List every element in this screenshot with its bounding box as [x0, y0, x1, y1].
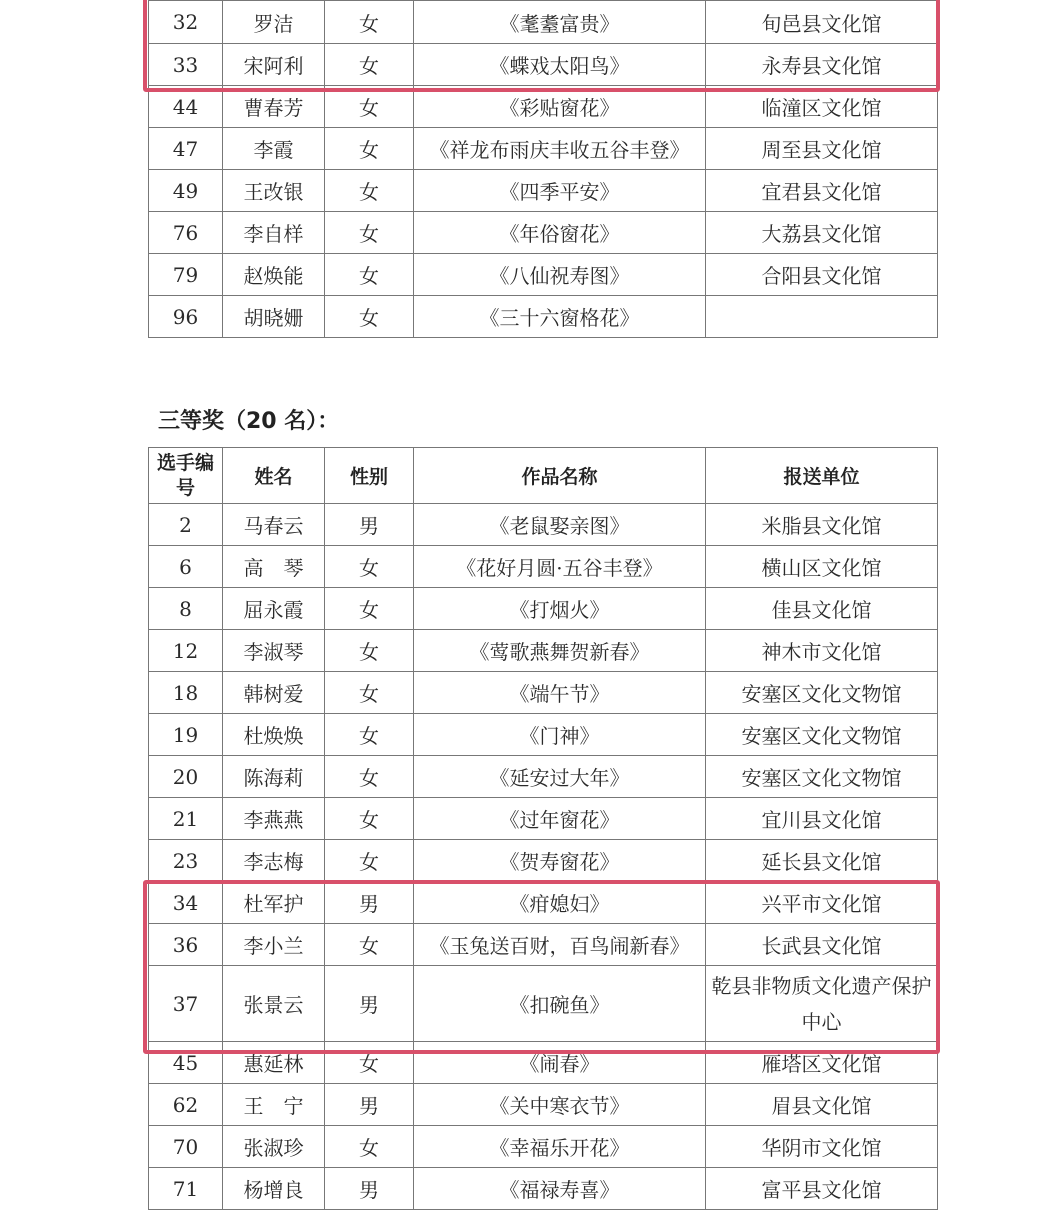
- cell-contestant-no: 2: [149, 504, 223, 546]
- cell-work-title: 《花好月圆·五谷丰登》: [414, 546, 706, 588]
- cell-work-title: 《扣碗鱼》: [414, 966, 706, 1042]
- cell-work-title: 《莺歌燕舞贺新春》: [414, 630, 706, 672]
- header-name: 姓名: [223, 448, 325, 504]
- cell-gender: 男: [325, 1084, 414, 1126]
- cell-work-title: 《祥龙布雨庆丰收五谷丰登》: [414, 128, 706, 170]
- cell-contestant-no: 20: [149, 756, 223, 798]
- cell-gender: 女: [325, 546, 414, 588]
- cell-name: 张景云: [223, 966, 325, 1042]
- cell-name: 李霞: [223, 128, 325, 170]
- table-row: [149, 714, 938, 756]
- cell-submitting-unit: 富平县文化馆: [706, 1168, 938, 1210]
- cell-submitting-unit: 宜君县文化馆: [706, 170, 938, 212]
- cell-work-title: 《玉兔送百财，百鸟闹新春》: [414, 924, 706, 966]
- table-row: [149, 296, 938, 338]
- cell-name: 罗洁: [223, 1, 325, 44]
- cell-name: 赵焕能: [223, 254, 325, 296]
- cell-work-title: 《八仙祝寿图》: [414, 254, 706, 296]
- table-row: [149, 128, 938, 170]
- cell-gender: 男: [325, 882, 414, 924]
- cell-submitting-unit: 合阳县文化馆: [706, 254, 938, 296]
- cell-gender: 女: [325, 296, 414, 338]
- cell-submitting-unit: 安塞区文化文物馆: [706, 714, 938, 756]
- cell-contestant-no: 32: [149, 1, 223, 44]
- cell-gender: 男: [325, 966, 414, 1042]
- cell-gender: 女: [325, 1042, 414, 1084]
- cell-gender: 女: [325, 44, 414, 86]
- table-row: [149, 840, 938, 882]
- cell-contestant-no: 34: [149, 882, 223, 924]
- cell-work-title: 《年俗窗花》: [414, 212, 706, 254]
- header-contestant-no: 选手编号: [149, 448, 223, 504]
- cell-work-title: 《耄耋富贵》: [414, 1, 706, 44]
- cell-gender: 女: [325, 170, 414, 212]
- cell-contestant-no: 71: [149, 1168, 223, 1210]
- cell-name: 曹春芳: [223, 86, 325, 128]
- header-submitting-unit: 报送单位: [706, 448, 938, 504]
- table-row: [149, 212, 938, 254]
- header-row: [149, 448, 938, 504]
- cell-submitting-unit: 安塞区文化文物馆: [706, 756, 938, 798]
- table-row: [149, 504, 938, 546]
- second-prize-table-continued: [148, 0, 938, 338]
- third-prize-table: [148, 447, 938, 1210]
- cell-contestant-no: 45: [149, 1042, 223, 1084]
- third-table-body: [149, 504, 938, 1210]
- cell-work-title: 《端午节》: [414, 672, 706, 714]
- cell-contestant-no: 62: [149, 1084, 223, 1126]
- cell-submitting-unit: 延长县文化馆: [706, 840, 938, 882]
- cell-work-title: 《老鼠娶亲图》: [414, 504, 706, 546]
- header-work-title: 作品名称: [414, 448, 706, 504]
- cell-work-title: 《关中寒衣节》: [414, 1084, 706, 1126]
- cell-contestant-no: 33: [149, 44, 223, 86]
- cell-name: 李自样: [223, 212, 325, 254]
- table-row: [149, 1168, 938, 1210]
- cell-submitting-unit: 佳县文化馆: [706, 588, 938, 630]
- cell-submitting-unit: 旬邑县文化馆: [706, 1, 938, 44]
- cell-gender: 女: [325, 86, 414, 128]
- cell-contestant-no: 8: [149, 588, 223, 630]
- table-row: [149, 756, 938, 798]
- cell-name: 李燕燕: [223, 798, 325, 840]
- cell-work-title: 《贺寿窗花》: [414, 840, 706, 882]
- cell-name: 高 琴: [223, 546, 325, 588]
- cell-contestant-no: 79: [149, 254, 223, 296]
- cell-gender: 女: [325, 840, 414, 882]
- cell-name: 韩树爱: [223, 672, 325, 714]
- cell-submitting-unit: 临潼区文化馆: [706, 86, 938, 128]
- cell-work-title: 《幸福乐开花》: [414, 1126, 706, 1168]
- cell-submitting-unit: 米脂县文化馆: [706, 504, 938, 546]
- third-prize-heading: 三等奖（20 名）：: [158, 409, 340, 434]
- table-row: [149, 630, 938, 672]
- cell-work-title: 《门神》: [414, 714, 706, 756]
- cell-submitting-unit: 横山区文化馆: [706, 546, 938, 588]
- cell-contestant-no: 12: [149, 630, 223, 672]
- cell-submitting-unit: [706, 296, 938, 338]
- cell-work-title: 《蝶戏太阳鸟》: [414, 44, 706, 86]
- table-row: [149, 882, 938, 924]
- cell-name: 李淑琴: [223, 630, 325, 672]
- cell-contestant-no: 70: [149, 1126, 223, 1168]
- cell-submitting-unit: 宜川县文化馆: [706, 798, 938, 840]
- cell-name: 张淑珍: [223, 1126, 325, 1168]
- table-row: [149, 546, 938, 588]
- table-row: [149, 44, 938, 86]
- cell-gender: 女: [325, 924, 414, 966]
- cell-contestant-no: 21: [149, 798, 223, 840]
- cell-name: 李志梅: [223, 840, 325, 882]
- cell-work-title: 《闹春》: [414, 1042, 706, 1084]
- cell-work-title: 《打烟火》: [414, 588, 706, 630]
- cell-work-title: 《彩贴窗花》: [414, 86, 706, 128]
- cell-gender: 女: [325, 714, 414, 756]
- cell-submitting-unit: 雁塔区文化馆: [706, 1042, 938, 1084]
- table-row: [149, 254, 938, 296]
- cell-submitting-unit: 神木市文化馆: [706, 630, 938, 672]
- cell-submitting-unit: 永寿县文化馆: [706, 44, 938, 86]
- cell-submitting-unit: 乾县非物质文化遗产保护中心: [706, 966, 938, 1042]
- cell-gender: 女: [325, 1, 414, 44]
- cell-gender: 女: [325, 630, 414, 672]
- table-row: [149, 1126, 938, 1168]
- cell-contestant-no: 47: [149, 128, 223, 170]
- cell-name: 李小兰: [223, 924, 325, 966]
- cell-gender: 男: [325, 504, 414, 546]
- cell-contestant-no: 44: [149, 86, 223, 128]
- cell-gender: 女: [325, 254, 414, 296]
- cell-work-title: 《过年窗花》: [414, 798, 706, 840]
- cell-contestant-no: 49: [149, 170, 223, 212]
- table-row: [149, 86, 938, 128]
- cell-contestant-no: 76: [149, 212, 223, 254]
- cell-contestant-no: 36: [149, 924, 223, 966]
- cell-gender: 女: [325, 588, 414, 630]
- table-row: [149, 588, 938, 630]
- cell-contestant-no: 37: [149, 966, 223, 1042]
- table-row: [149, 966, 938, 1042]
- cell-name: 王改银: [223, 170, 325, 212]
- cell-gender: 女: [325, 798, 414, 840]
- table-row: [149, 1, 938, 44]
- header-gender: 性别: [325, 448, 414, 504]
- cell-name: 陈海莉: [223, 756, 325, 798]
- cell-gender: 女: [325, 212, 414, 254]
- table-row: [149, 798, 938, 840]
- cell-name: 王 宁: [223, 1084, 325, 1126]
- cell-submitting-unit: 大荔县文化馆: [706, 212, 938, 254]
- cell-gender: 女: [325, 756, 414, 798]
- cell-name: 屈永霞: [223, 588, 325, 630]
- cell-work-title: 《四季平安》: [414, 170, 706, 212]
- cell-name: 胡晓姗: [223, 296, 325, 338]
- cell-name: 杜军护: [223, 882, 325, 924]
- cell-contestant-no: 19: [149, 714, 223, 756]
- cell-submitting-unit: 长武县文化馆: [706, 924, 938, 966]
- cell-work-title: 《延安过大年》: [414, 756, 706, 798]
- cell-submitting-unit: 兴平市文化馆: [706, 882, 938, 924]
- cell-work-title: 《三十六窗格花》: [414, 296, 706, 338]
- table-row: [149, 672, 938, 714]
- table-row: [149, 1042, 938, 1084]
- cell-submitting-unit: 安塞区文化文物馆: [706, 672, 938, 714]
- table-row: [149, 1084, 938, 1126]
- cell-work-title: 《福禄寿喜》: [414, 1168, 706, 1210]
- cell-name: 惠延林: [223, 1042, 325, 1084]
- cell-name: 杜焕焕: [223, 714, 325, 756]
- cell-work-title: 《疳媳妇》: [414, 882, 706, 924]
- table-row: [149, 924, 938, 966]
- cell-contestant-no: 6: [149, 546, 223, 588]
- cell-contestant-no: 96: [149, 296, 223, 338]
- cell-gender: 女: [325, 1126, 414, 1168]
- cell-name: 宋阿利: [223, 44, 325, 86]
- cell-gender: 男: [325, 1168, 414, 1210]
- cell-submitting-unit: 周至县文化馆: [706, 128, 938, 170]
- top-table-body: [149, 1, 938, 338]
- table-row: [149, 170, 938, 212]
- cell-name: 马春云: [223, 504, 325, 546]
- cell-submitting-unit: 华阴市文化馆: [706, 1126, 938, 1168]
- cell-gender: 女: [325, 672, 414, 714]
- cell-submitting-unit: 眉县文化馆: [706, 1084, 938, 1126]
- cell-gender: 女: [325, 128, 414, 170]
- cell-contestant-no: 23: [149, 840, 223, 882]
- cell-name: 杨增良: [223, 1168, 325, 1210]
- cell-contestant-no: 18: [149, 672, 223, 714]
